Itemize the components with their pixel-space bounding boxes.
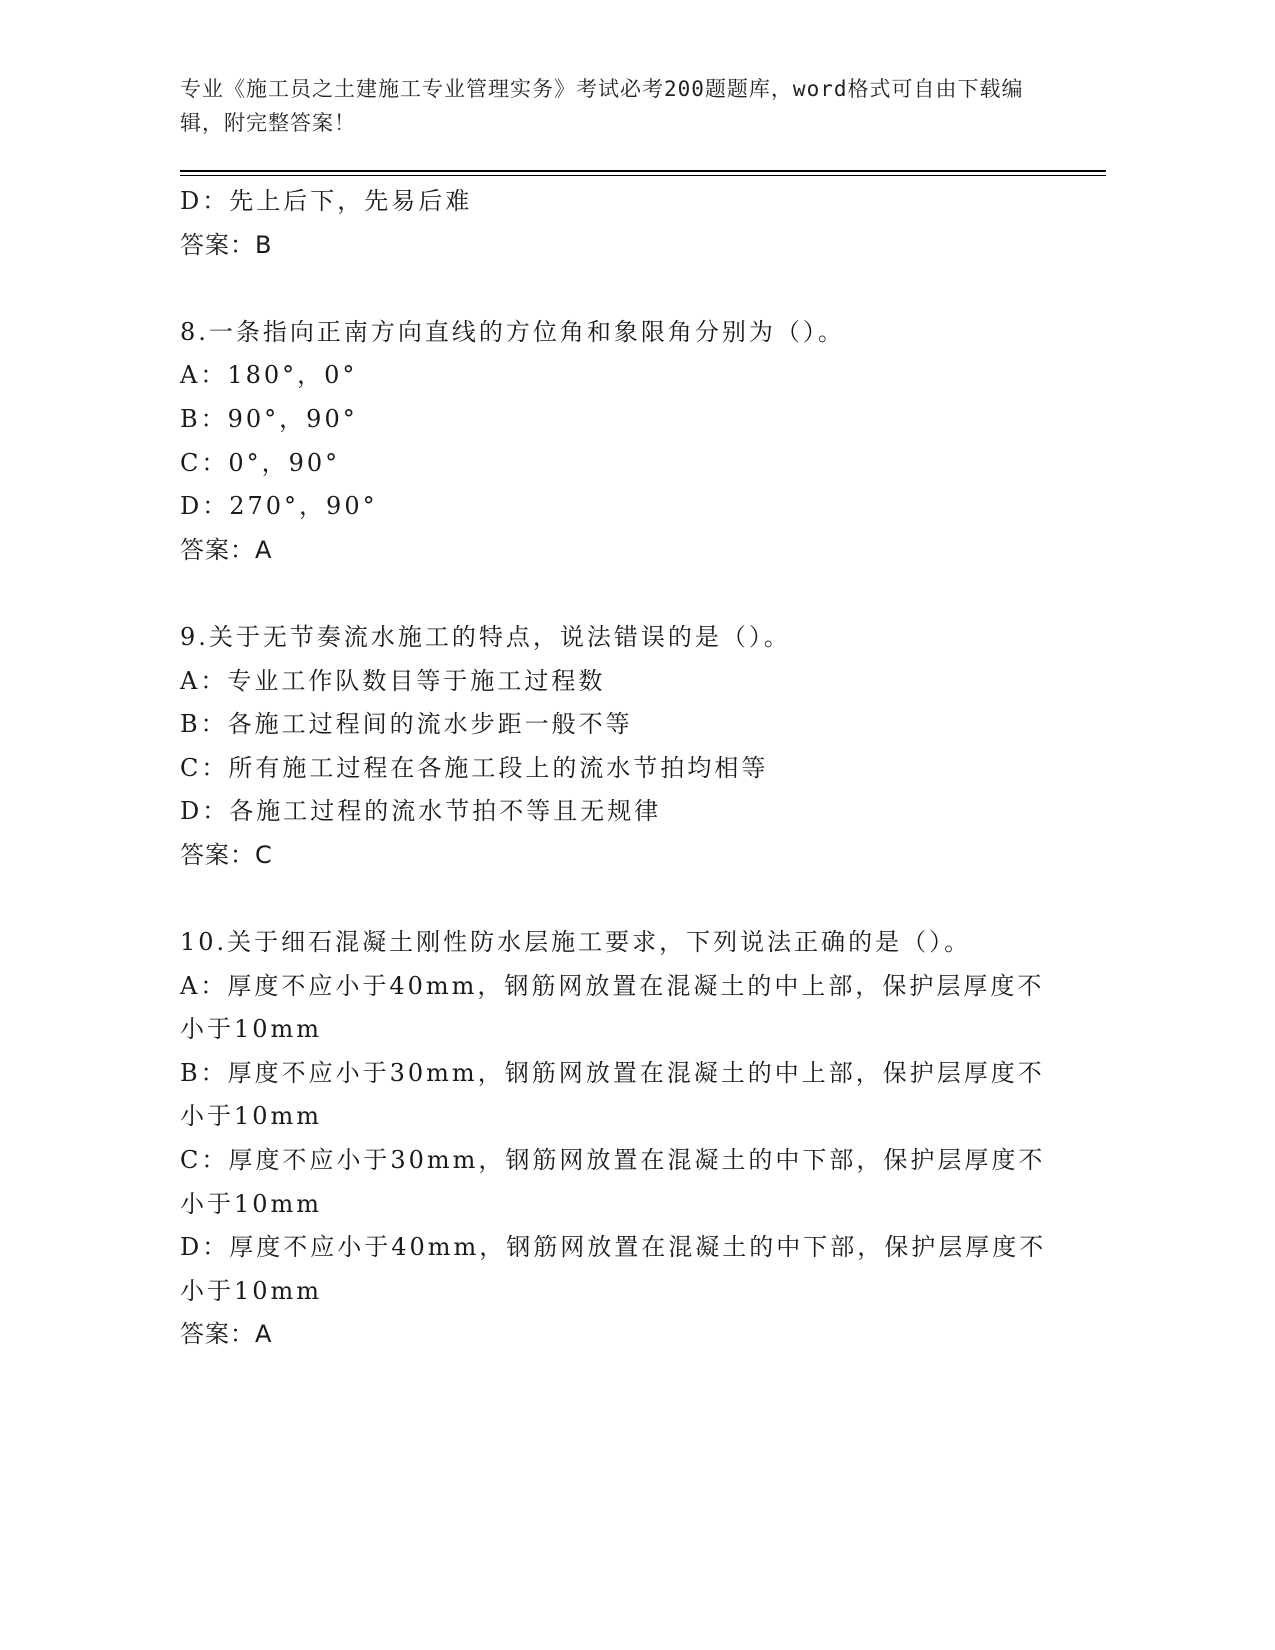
header-rule-thin — [180, 175, 1106, 176]
option-b: B：90°，90° — [180, 404, 358, 433]
option-a: A：180°，0° — [180, 361, 358, 390]
header-rule-thick — [180, 170, 1106, 172]
option-d: D：各施工过程的流水节拍不等且无规律 — [180, 797, 662, 826]
answer-line: 答案：C — [180, 840, 273, 869]
question-10 — [180, 921, 1060, 1357]
answer-line: 答案：B — [180, 230, 273, 259]
option-c: C：所有施工过程在各施工段上的流水节拍均相等 — [180, 753, 769, 782]
question-9 — [180, 616, 1060, 878]
option-d: D：先上后下，先易后难 — [180, 187, 473, 215]
answer-line: 答案：A — [180, 535, 273, 564]
answer-line: 答案：A — [180, 1320, 273, 1349]
option-a: A：专业工作队数目等于施工过程数 — [180, 666, 606, 695]
question-stem: 8.一条指向正南方向直线的方位角和象限角分别为（）。 — [180, 317, 845, 346]
question-stem: 9.关于无节奏流水施工的特点，说法错误的是（）。 — [180, 622, 791, 651]
page-header: 专业《施工员之土建施工专业管理实务》考试必考200题题库，word格式可自由下载编辑，附完整答案！ — [180, 77, 1024, 135]
option-c: C：0°，90° — [180, 448, 341, 477]
question-8 — [180, 311, 1060, 573]
question-stem: 10.关于细石混凝土刚性防水层施工要求，下列说法正确的是（）。 — [180, 928, 972, 957]
option-b: B：厚度不应小于30mm，钢筋网放置在混凝土的中上部，保护层厚度不小于10mm — [180, 1058, 1045, 1131]
option-b: B：各施工过程间的流水步距一般不等 — [180, 710, 633, 739]
document-body — [180, 180, 1060, 1357]
option-c: C：厚度不应小于30mm，钢筋网放置在混凝土的中下部，保护层厚度不小于10mm — [180, 1146, 1046, 1218]
option-d: D：厚度不应小于40mm，钢筋网放置在混凝土的中下部，保护层厚度不小于10mm — [180, 1233, 1047, 1305]
option-a: A：厚度不应小于40mm，钢筋网放置在混凝土的中上部，保护层厚度不小于10mm — [180, 971, 1045, 1044]
carryover-block — [180, 180, 1060, 267]
option-d: D：270°，90° — [180, 492, 378, 521]
